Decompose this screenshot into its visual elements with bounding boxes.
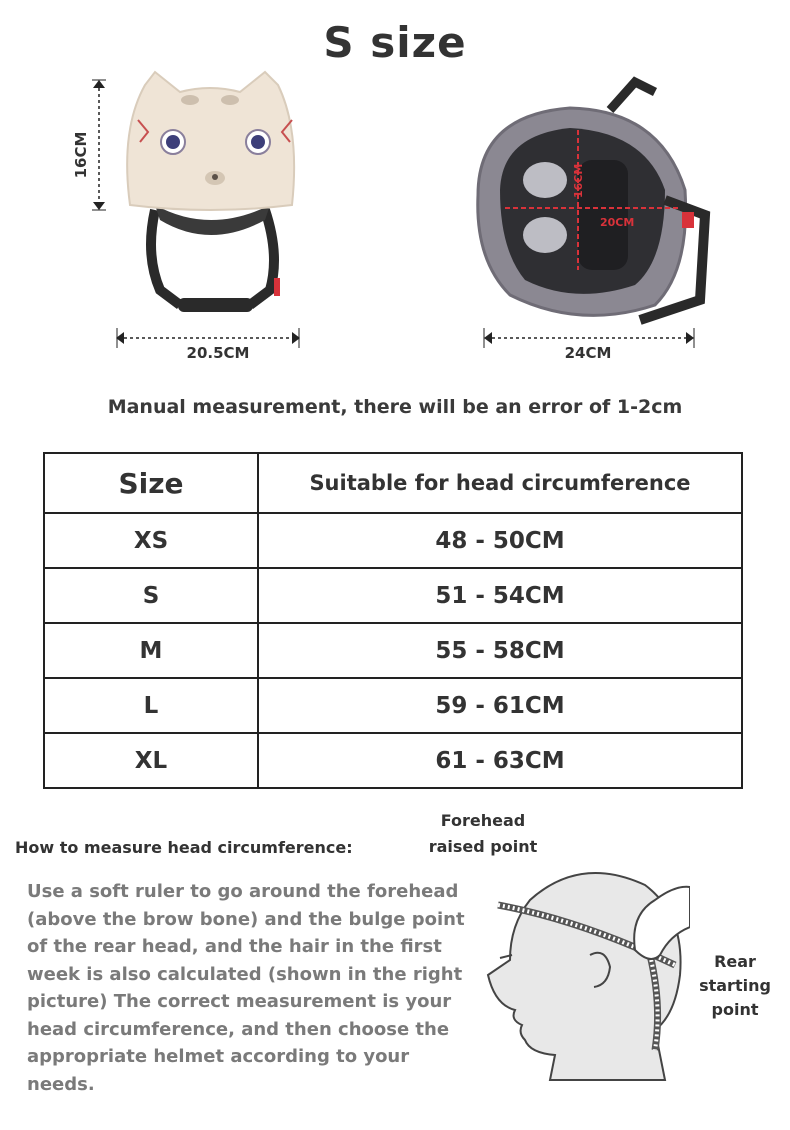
table-row <box>44 678 742 733</box>
table-row <box>44 623 742 678</box>
size-chart-table <box>43 452 743 789</box>
range-cell: 61 - 63CM <box>258 733 742 788</box>
table-header-row <box>44 453 742 513</box>
forehead-point-label <box>418 808 548 860</box>
size-cell: M <box>44 623 258 678</box>
size-cell: XL <box>44 733 258 788</box>
inside-width-label: 20CM <box>600 216 635 229</box>
inside-length-label: 24CM <box>564 344 612 362</box>
range-cell: 55 - 58CM <box>258 623 742 678</box>
table-row <box>44 513 742 568</box>
table-row <box>44 568 742 623</box>
rear-label-line3: point <box>711 1000 759 1019</box>
circumference-column-header: Suitable for head circumference <box>258 453 742 513</box>
table-row <box>44 733 742 788</box>
size-cell: L <box>44 678 258 733</box>
rear-point-label <box>690 950 780 1022</box>
range-cell: 59 - 61CM <box>258 678 742 733</box>
size-cell: XS <box>44 513 258 568</box>
size-column-header: Size <box>44 453 258 513</box>
measurement-note: Manual measurement, there will be an error of 1-2cm <box>107 396 683 418</box>
page-title: S size <box>323 18 467 67</box>
forehead-label-line2: raised point <box>428 837 538 856</box>
head-measurement-diagram <box>470 855 690 1095</box>
inside-height-label: 16CM <box>572 163 585 198</box>
forehead-label-line1: Forehead <box>440 811 526 830</box>
size-cell: S <box>44 568 258 623</box>
front-width-label: 20.5CM <box>186 344 250 362</box>
range-cell: 51 - 54CM <box>258 568 742 623</box>
front-height-label: 16CM <box>72 131 90 179</box>
inside-helmet-image <box>460 70 720 370</box>
front-helmet-image <box>60 60 320 360</box>
how-to-measure-instructions: Use a soft ruler to go around the forehead (above the brow bone) and the bulge point of the rear head, and the hair in the first week is also calculated (shown in the right picture) The correct measurement is your head circumference, and then choose the appropriate helmet according to your needs. <box>27 881 465 1095</box>
range-cell: 48 - 50CM <box>258 513 742 568</box>
rear-label-line2: starting <box>699 976 771 995</box>
how-to-measure-title: How to measure head circumference: <box>15 838 353 857</box>
rear-label-line1: Rear <box>714 952 756 971</box>
